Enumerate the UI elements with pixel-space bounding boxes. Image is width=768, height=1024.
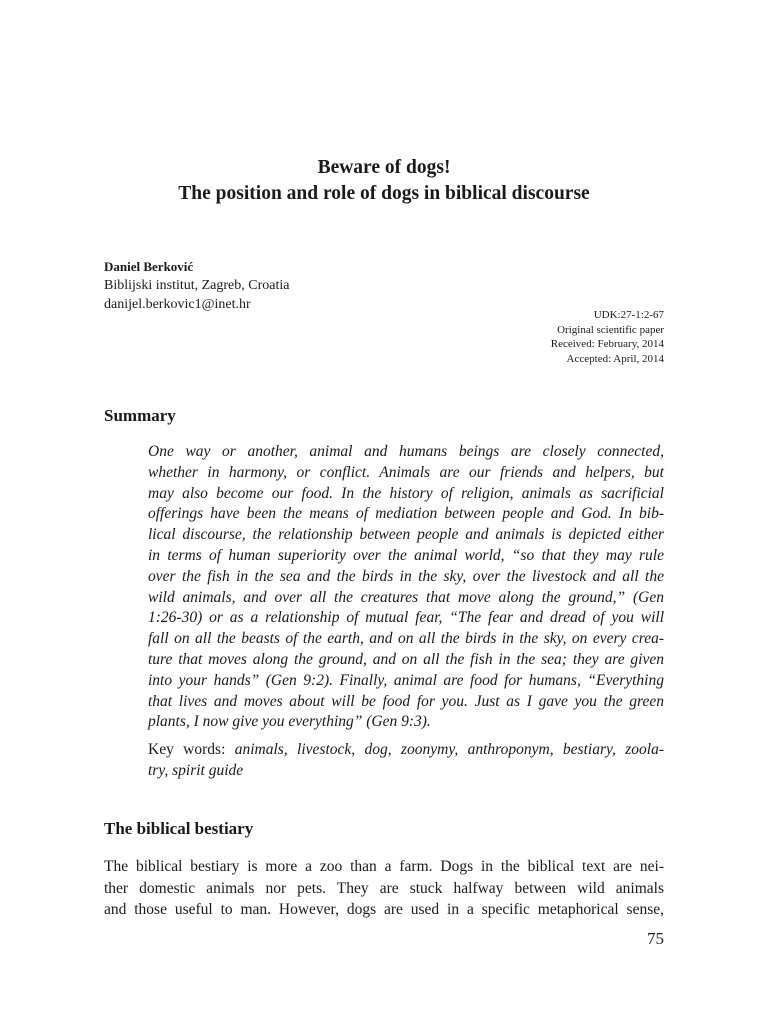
abstract-line: fall on all the beasts of the earth, and on all the birds in the sky, on every crea-: [148, 630, 664, 648]
abstract-line: may also become our food. In the history of religion, animals as sacrificial: [148, 484, 664, 502]
abstract-line: whether in harmony, or conflict. Animals are our friends and helpers, but: [148, 463, 664, 481]
author-affiliation: Biblijski institut, Zagreb, Croatia: [104, 278, 290, 293]
abstract-line: into your hands” (Gen 9:2). Finally, animal are food for humans, “Everything: [148, 671, 664, 689]
section-body: [104, 856, 664, 921]
udk-code: UDK:27-1:2-67: [593, 309, 664, 321]
keywords-values: animals, livestock, dog, zoonymy, anthroponym, bestiary, zoola-: [234, 741, 664, 758]
abstract-line: One way or another, animal and humans beings are closely connected,: [148, 443, 664, 460]
body-line: The biblical bestiary is more a zoo than a farm. Dogs in the biblical text are nei-: [104, 858, 664, 875]
abstract-line: 1:26-30) or as a relationship of mutual fear, “The fear and dread of you will: [148, 609, 664, 627]
section-heading: The biblical bestiary: [104, 819, 254, 838]
received-date: Received: February, 2014: [550, 338, 664, 350]
summary-abstract: [148, 442, 664, 733]
keywords-label: Key words:: [148, 741, 235, 758]
abstract-line: offerings have been the means of mediation between people and God. In bib-: [148, 505, 664, 523]
page-number: 75: [647, 929, 664, 948]
article-title: [104, 155, 664, 207]
paper-metadata: [551, 308, 664, 366]
abstract-line: that lives and moves about will be food for you. Just as I gave you the green: [148, 692, 664, 710]
body-line: ther domestic animals nor pets. They are stuck halfway between wild animals: [104, 879, 664, 897]
body-line: and those useful to man. However, dogs are used in a specific metaphorical sense,: [104, 901, 664, 918]
author-block: [104, 257, 289, 314]
keywords-line-2: try, spirit guide: [148, 761, 244, 779]
abstract-line: ture that moves along the ground, and on all the fish in the sea; they are given: [148, 650, 664, 668]
abstract-line: plants, I now give you everything” (Gen 9:3).: [148, 713, 431, 731]
abstract-line: lical discourse, the relationship between people and animals is depicted either: [148, 526, 664, 544]
abstract-line: wild animals, and over all the creatures that move along the ground,” (Gen: [148, 588, 664, 606]
paper-type: Original scientific paper: [557, 323, 664, 336]
author-email: danijel.berkovic1@inet.hr: [104, 297, 251, 312]
summary-heading: Summary: [104, 406, 176, 425]
abstract-line: over the fish in the sea and the birds in the sky, over the livestock and all the: [148, 567, 664, 585]
keywords-line-1: [148, 740, 664, 761]
abstract-line: in terms of human superiority over the animal world, “so that they may rule: [148, 546, 664, 564]
title-line-1: Beware of dogs!: [317, 157, 451, 178]
author-name: Daniel Berković: [104, 259, 194, 274]
keywords: [148, 740, 664, 782]
title-line-2: The position and role of dogs in biblical discourse: [178, 183, 590, 204]
accepted-date: Accepted: April, 2014: [566, 352, 664, 365]
